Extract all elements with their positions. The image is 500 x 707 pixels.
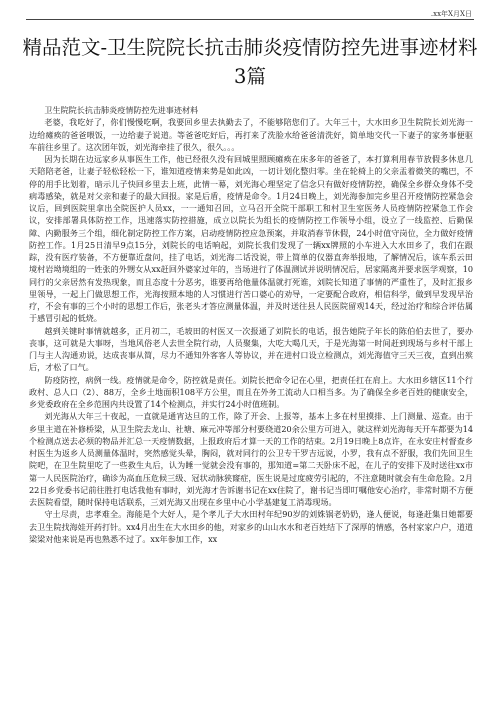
paragraph: 老婆，我吃好了，你们慢慢吃啊，我要回乡里去执勤去了，不能够陪您们了。大年三十，大水田乡卫生院院长刘光海一边给瘫痪的爸爸喂饭，一边给妻子说道。等爸爸吃好后，再打来了洗脸水给爸爸清洗好，简单地交代一下妻子的家务事便驱车前往乡里了。这次团年饭，刘光海牵挂了很久，很久。。。 [29,117,473,152]
header-divider [26,19,474,20]
paragraph: 因为长期在边远家乡从事医生工作，他已经很久没有回城里照顾瘫痪在床多年的爸爸了，本打算利用春节放假多休息几天陪陪老爸，让妻子轻松轻松一下，谁知道疫情来势是如此凶，一切计划化整归零。坐在轮椅上的父亲盂着微笑的嘴巴，不停的用手比划着，暗示儿子快回乡里去上班，此情一幕，刘光海心理坚定了信念只有做好疫情防控，确保全乡群众身体不受病毒感染，就是对父亲和妻子的最大回报。家是后盾，疫情是命令。1月24日晚上，刘光海参加完乡里召开疫情防控紧急会议后，回到医院里拿出全院医护人员xx，一一通知召回，立马召开全院干部职工和村卫生室医务人员疫情防控紧急工作会议，安排部署具体防控工作，迅速落实防控措施，成立以院长为组长的疫情防控工作领导小组，设立了一线监控、后勤保障、内勤服务三个组，细化制定防控工作方案，启动疫情防控应急预案，并取消春节休假，24小时值守岗位，全力做好疫情防控工作。1月25日清早9点15分，刘院长的电话响起，刘院长我们发现了一辆xx牌照的小车进入大水田乡了，我们在跟踪，没有医疗装备，不方便靠近盘问，挂了电话，刘光海二话没说，带上简单的仪器直奔举报地，了解情况后，该车系云田境村岩坳境组的一姓张的外甥女从xx赶回外婆家过年的，当场进行了体温测试并说明情况后，居家隔离并要求医学观察，10同行的父亲居然有发热现象，而且态度十分恶劣，谁要再给他量体温就打死谁，刘院长知道了事情的严重性了，及时汇报乡里领导，一起上门做思想工作，光海按照本地的人习惯进行苦口婆心的劝导，一定要配合政府，相信科学，做到早发现早治疗，不会有事的三个小时的思想工作后，张老头才答应测量体温，并及时送往县人民医院留观14天，经过治疗和综合评估属于感冒引起的低烧。 [29,154,473,324]
paragraph: 刘光海从大年三十夜起，一直就是通宵达旦的工作，除了开会、上报等，基本上多在村里摸排、上门测量、巡查。由于乡里主道在补修桥梁，从卫生院去龙山、社塘、麻元冲等部分村要绕道20余公里方可进入，就这样刘光海每天开车都要为14个检测点送去必须的物品并汇总一天疫情数据，上报政府后才算一天的工作的结束。2月19日晚上8点许，在永安庄村督查乡村医生为返乡人员测量体温时，突然感觉头晕，胸闷，就对同行的公卫专干罗吉远说，小罗，我有点不舒服，我们先回卫生院吧，在卫生院里吃了一些救生丸后，认为睡一觉就会没有事的，那知道=第二天卧床不起，在儿子的安排下及时送往xx市第一人民医院治疗，确诊为高血压危候三级、冠状动脉狭窿症，医生说是过度疲劳引起的，不注意随时就会有生命危险。2月22日乡党委书记前往胜打电话我他有事时，刘光海才告诉谢书记在xx住院了，谢书记当即叮嘱他安心治疗，非常时期不方便去医院看望，随时保持电话联系，三刘光海又出现在乡里中心小学基建复工消毒现场。 [29,411,473,507]
document-body [29,104,473,705]
paragraph: 防疫防控，病例一线。疫情就是命令，防控就是责任。刘院长把命令记在心里，把责任扛在肩上。大水田乡辖区11个行政村、总人口（2）、88万，全乡土地面积108平方公里，而且在外务工流动人口相当多。为了确保全乡老百姓的健康安全，乡党委政府在全乡范围内共设置了14个检测点，并实行24小时值班制。 [29,374,473,409]
paragraph: 越到关键时事情就越多，正月初二，毛坡田的村医又一次报通了刘院长的电话，报告她院子年长的陈伯伯去世了，要办丧事，这可就是大事呀，当地风俗老人去世全院行动，人员聚集，大吃大喝几天，于是光海第一时间赶到现场与乡村干部上门与主人沟通劝说，达成丧事从简，尽力不通知外客客人等协议，并在进村口设立检测点，刘光海值守三天三夜，直到出殡后，才松了口气。 [29,325,473,373]
paragraph: 守土尽责，忠孝难全。海能是个大好人，是个孝儿子大水田村年纪90岁的刘姝锅老奶奶，逢人便说，每逢赶集日她都要去卫生院找海娃开药打针。xx4月出生在大水田乡的他，对家乡的山山水水和老百姓结下了深厚的情感，各村家家户户，道道梁梁对他来说是再也熟悉不过了。xx年参加工作，xx [29,509,473,544]
document-title: 精品范文-卫生院院长抗击肺炎疫情防控先进事迹材料3篇 [22,36,478,88]
header-date: .xx年X月X日 [430,10,472,18]
section-subtitle: 卫生院院长抗击肺炎疫情防控先进事迹材料 [44,105,199,115]
